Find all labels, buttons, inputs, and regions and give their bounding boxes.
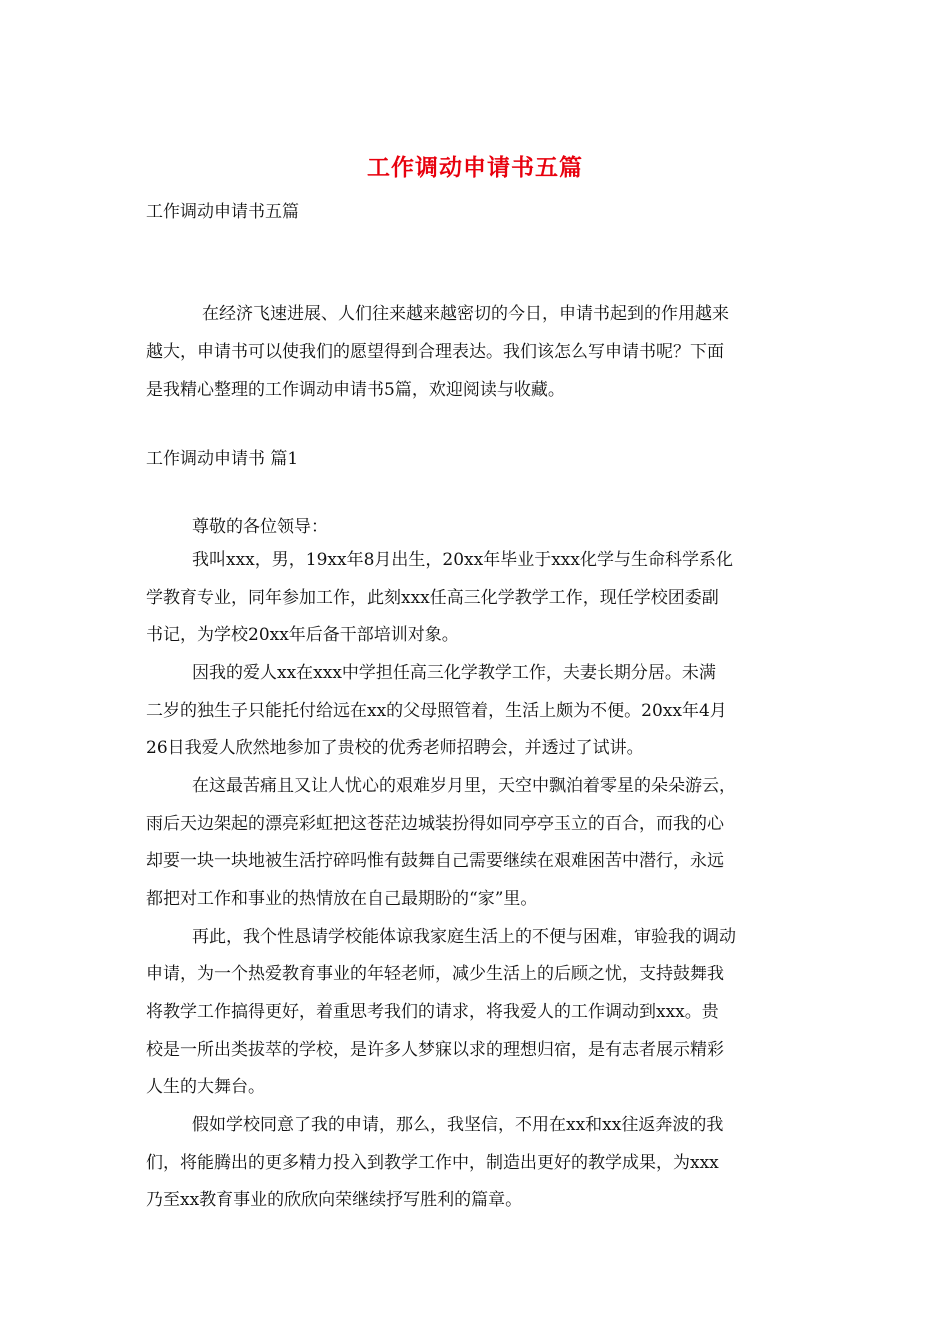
paragraph-line: 26日我爱人欣然地参加了贵校的优秀老师招聘会，并透过了试讲。 [146, 738, 644, 758]
paragraph-line: 雨后天边架起的漂亮彩虹把这苍茫边城装扮得如同亭亭玉立的百合，而我的心 [146, 814, 724, 834]
paragraph-line: 在这最苦痛且又让人忧心的艰难岁月里，天空中飘泊着零星的朵朵游云， [192, 776, 736, 796]
paragraph-line: 们，将能腾出的更多精力投入到教学工作中，制造出更好的教学成果，为xxx [146, 1153, 719, 1173]
intro-line: 在经济飞速进展、人们往来越来越密切的今日，申请书起到的作用越来 [202, 304, 729, 324]
salutation: 尊敬的各位领导： [192, 517, 328, 537]
paragraph-line: 二岁的独生子只能托付给远在xx的父母照管着，生活上颇为不便。20xx年4月 [146, 701, 727, 721]
paragraph-line: 校是一所出类拔萃的学校，是许多人梦寐以求的理想归宿，是有志者展示精彩 [146, 1040, 724, 1060]
paragraph-line: 却要一块一块地被生活拧碎吗惟有鼓舞自己需要继续在艰难困苦中潜行，永远 [146, 851, 724, 871]
paragraph-line: 再此，我个性恳请学校能体谅我家庭生活上的不便与困难，审验我的调动 [192, 927, 736, 947]
paragraph-line: 乃至xx教育事业的欣欣向荣继续抒写胜利的篇章。 [146, 1190, 523, 1210]
paragraph-line: 书记，为学校20xx年后备干部培训对象。 [146, 625, 459, 645]
paragraph-line: 申请，为一个热爱教育事业的年轻老师，减少生活上的后顾之忧，支持鼓舞我 [146, 964, 724, 984]
paragraph-line: 假如学校同意了我的申请，那么，我坚信，不用在xx和xx往返奔波的我 [192, 1115, 724, 1135]
paragraph-line: 人生的大舞台。 [146, 1077, 265, 1097]
document-title: 工作调动申请书五篇 [367, 154, 583, 181]
document-subtitle: 工作调动申请书五篇 [146, 202, 299, 222]
section-heading: 工作调动申请书 篇1 [146, 449, 299, 469]
intro-line: 是我精心整理的工作调动申请书5篇，欢迎阅读与收藏。 [146, 380, 565, 400]
paragraph-line: 学教育专业，同年参加工作，此刻xxx任高三化学教学工作，现任学校团委副 [146, 588, 719, 608]
paragraph-line: 因我的爱人xx在xxx中学担任高三化学教学工作，夫妻长期分居。未满 [192, 663, 716, 683]
paragraph-line: 都把对工作和事业的热情放在自己最期盼的“家”里。 [146, 889, 538, 909]
intro-line: 越大，申请书可以使我们的愿望得到合理表达。我们该怎么写申请书呢？下面 [146, 342, 724, 362]
paragraph-line: 将教学工作搞得更好，着重思考我们的请求，将我爱人的工作调动到xxx。贵 [146, 1002, 719, 1022]
paragraph-line: 我叫xxx，男，19xx年8月出生，20xx年毕业于xxx化学与生命科学系化 [192, 550, 733, 570]
